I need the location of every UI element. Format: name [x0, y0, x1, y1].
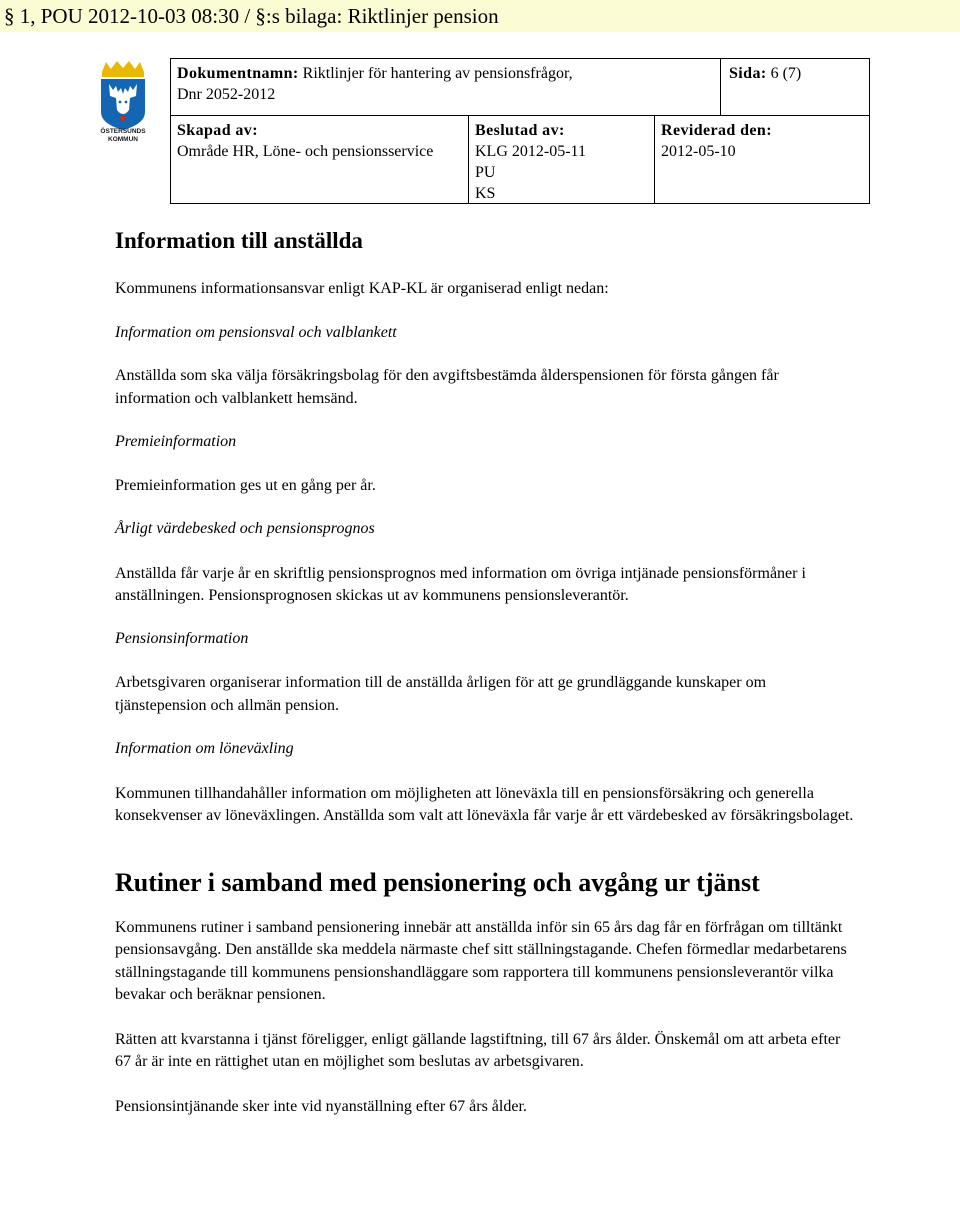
document-name-label: Dokumentnamn:	[177, 65, 299, 82]
revised-date-cell	[655, 116, 869, 203]
document-dnr: Dnr 2052-2012	[177, 86, 276, 103]
header-row-document	[171, 59, 869, 116]
paragraph-rutiner-3: Pensionsintjänande sker inte vid nyanställning efter 67 års ålder.	[115, 1097, 527, 1115]
document-body	[115, 222, 855, 1118]
paragraph-rutiner-1: Kommunens rutiner i samband pensionering innebär att anställda inför sin 65 års dag får en förfrågan om tilltänkt pensionsavgång. Den anställde ska meddela närmaste chef sitt ställningstagande. Chefen förmedlar medarbetarens ställningstagande till kommunens pensionshandläggare som rapportera till kommunens pensionsleverantör vilka bevakar och beräknar pensionen.	[115, 918, 847, 1003]
paragraph-premieinformation: Premieinformation ges ut en gång per år.	[115, 476, 376, 494]
page-number-cell	[720, 59, 870, 115]
subheading-pensionsval: Information om pensionsval och valblankett	[115, 323, 397, 341]
subheading-premieinformation: Premieinformation	[115, 433, 237, 450]
document-name-cell	[177, 63, 717, 105]
created-by-value: Område HR, Löne- och pensionsservice	[177, 143, 434, 160]
meeting-item-bar	[0, 0, 960, 32]
page-value: 6 (7)	[766, 65, 802, 82]
revised-value: 2012-05-10	[661, 143, 736, 160]
subheading-pensionsinformation: Pensionsinformation	[115, 629, 249, 647]
paragraph-vardebesked: Anställda får varje år en skriftlig pensionsprognos med information om övriga intjänade pensionsförmåner i anställningen. Pensionsprognosen skickas ut av kommunens pensionsleverantör.	[115, 564, 806, 604]
decided-by-label: Beslutad av:	[475, 122, 565, 139]
section-title-rutiner: Rutiner i samband med pensionering och avgång ur tjänst	[115, 867, 760, 897]
created-by-cell	[171, 116, 469, 203]
subheading-vardebesked: Årligt värdebesked och pensionsprognos	[115, 520, 375, 537]
paragraph-pensionsinformation: Arbetsgivaren organiserar information till de anställda årligen för att ge grundläggande kunskaper om tjänstepension och allmän pension.	[115, 674, 767, 714]
document-name-value: Riktlinjer för hantering av pensionsfrågor,	[298, 65, 573, 82]
decided-by-value: KLG 2012-05-11	[475, 143, 586, 160]
paragraph-pensionsval: Anställda som ska välja försäkringsbolag för den avgiftsbestämda ålderspensionen för första gången får information och valblankett hemsänd.	[115, 367, 779, 407]
revised-label: Reviderad den:	[661, 122, 772, 139]
paragraph-rutiner-2: Rätten att kvarstanna i tjänst föreligger, enligt gällande lagstiftning, till 67 års ålder. Önskemål om att arbeta efter 67 år är inte en rättighet utan en möjlighet som beslutas av arbetsgivaren.	[115, 1030, 841, 1070]
document-header-table	[170, 58, 870, 204]
meeting-item-title: § 1, POU 2012-10-03 08:30 / §:s bilaga: Riktlinjer pension	[4, 4, 499, 28]
created-by-label: Skapad av:	[177, 122, 258, 139]
intro-paragraph: Kommunens informationsansvar enligt KAP-KL är organiserad enligt nedan:	[115, 280, 609, 297]
paragraph-lonevaxling: Kommunen tillhandahåller information om möjligheten att löneväxla till en pensionsförsäkring och generella konsekvenser av löneväxlingen. Anställda som valt att löneväxla får varje år ett värdebesked av försäkringsbolaget.	[115, 784, 854, 824]
decided-by-cell	[469, 116, 655, 203]
section-title-information: Information till anställda	[115, 228, 363, 253]
decided-by-value: KS	[475, 185, 496, 202]
decided-by-value: PU	[475, 164, 496, 181]
page-label: Sida:	[729, 65, 767, 82]
subheading-lonevaxling: Information om löneväxling	[115, 740, 294, 757]
logo-caption: ÖSTERSUNDS KOMMUN	[100, 128, 146, 143]
